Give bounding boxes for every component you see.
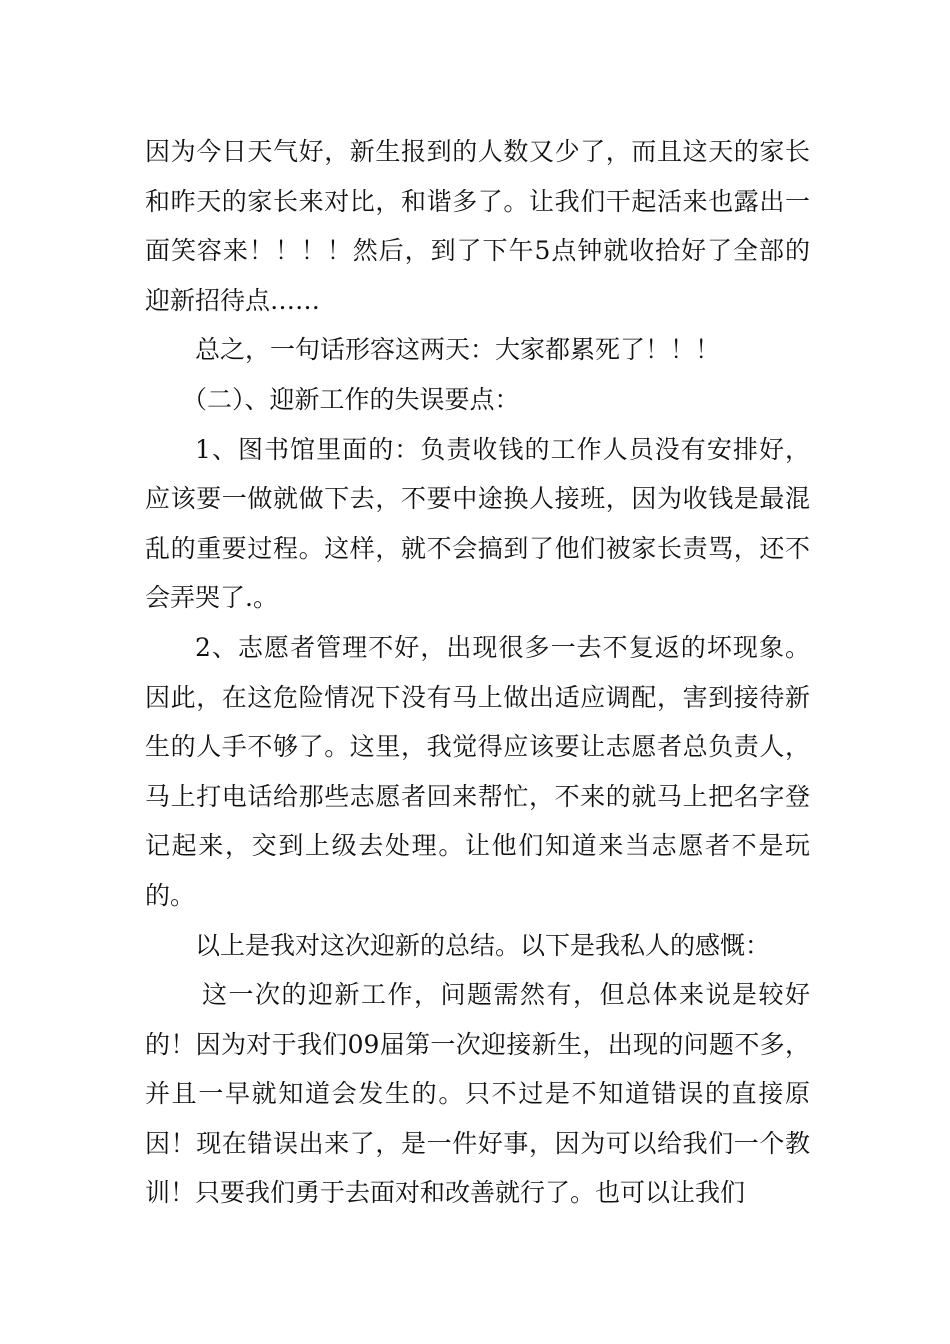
section-heading-mistakes: （二）、迎新工作的失误要点： [182,384,520,414]
paragraph-summary: 总之，一句话形容这两天：大家都累死了！！！ [195,335,721,365]
paragraph-continuation: 因为今日天气好，新生报到的人数又少了，而且这天的家长和昨天的家长来对比，和谐多了。让我们干起活来也露出一面笑容来！！！！然后，到了下午5点钟就收拾好了全部的迎新招待点…… [145,137,810,315]
document-body [145,127,810,1218]
paragraph-mistake-1: 1、图书馆里面的：负责收钱的工作人员没有安排好，应该要一做就做下去，不要中途换人接班，因为收钱是最混乱的重要过程。这样，就不会搞到了他们被家长责骂，还不会弄哭了.。 [145,434,810,613]
paragraph-reflection: 这一次的迎新工作，问题需然有，但总体来说是较好的！因为对于我们09届第一次迎接新生，出现的问题不多，并且一早就知道会发生的。只不过是不知道错误的直接原因！现在错误出来了，是一件好事，因为可以给我们一个教训！只要我们勇于去面对和改善就行了。也可以让我们 [145,980,810,1208]
paragraph-conclusion-intro: 以上是我对这次迎新的总结。以下是我私人的感慨： [195,930,771,960]
paragraph-mistake-2: 2、志愿者管理不好，出现很多一去不复返的坏现象。因此，在这危险情况下没有马上做出适应调配，害到接待新生的人手不够了。这里，我觉得应该要让志愿者总负责人，马上打电话给那些志愿者回来帮忙，不来的就马上把名字登记起来，交到上级去处理。让他们知道来当志愿者不是玩的。 [145,632,810,910]
